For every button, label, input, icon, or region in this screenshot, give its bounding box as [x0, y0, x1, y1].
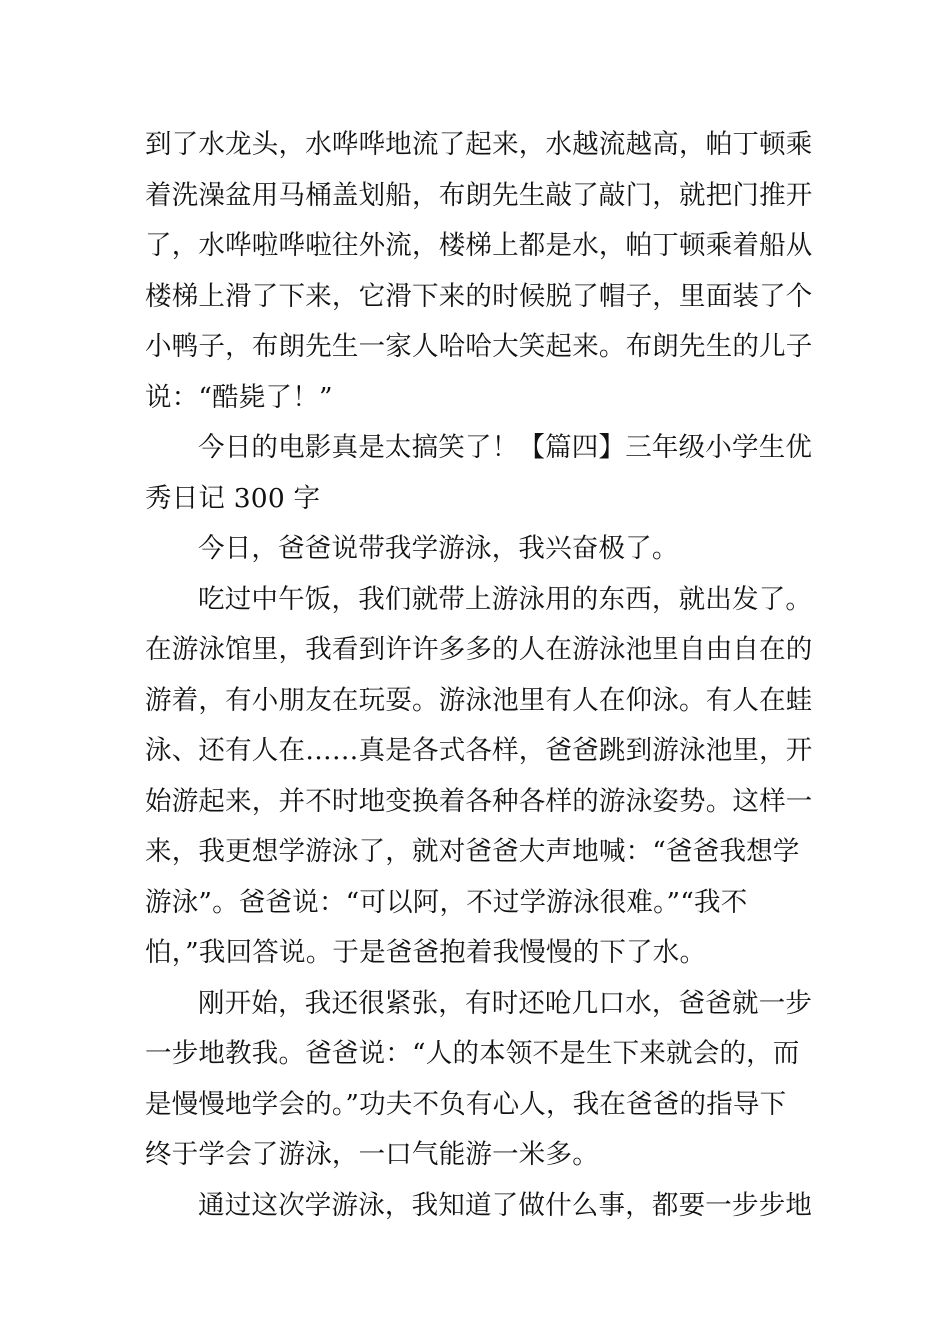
paragraph-start-line: 刚开始，我还很紧张，有时还呛几口水，爸爸就一步: [198, 987, 813, 1019]
text-line: 来，我更想学游泳了，就对爸爸大声地喊：“爸爸我想学: [145, 836, 800, 867]
text-line: 到了水龙头，水哗哗地流了起来，水越流越高，帕丁顿乘: [145, 129, 813, 160]
text-line: 是慢慢地学会的。”功夫不负有心人，我在爸爸的指导下: [145, 1088, 787, 1120]
body-text: [145, 120, 813, 1231]
text-line: 终于学会了游泳，一口气能游一米多。: [145, 1139, 599, 1170]
paragraph-start-line: 今日的电影真是太搞笑了！【篇四】三年级小学生优: [198, 432, 813, 463]
text-line: 说：“酷毙了！”: [145, 381, 333, 413]
paragraph-start-line: 吃过中午饭，我们就带上游泳用的东西，就出发了。: [198, 583, 813, 615]
text-line: 着洗澡盆用马桶盖划船，布朗先生敲了敲门，就把门推开: [145, 179, 813, 211]
text-line: 怕，”我回答说。于是爸爸抱着我慢慢的下了水。: [145, 937, 707, 968]
text-line: 楼梯上滑了下来，它滑下来的时候脱了帽子，里面装了个: [145, 280, 813, 312]
text-line: 小鸭子，布朗先生一家人哈哈大笑起来。布朗先生的儿子: [145, 331, 813, 362]
text-line: 始游起来，并不时地变换着各种各样的游泳姿势。这样一: [145, 785, 813, 817]
paragraph-start-line: 通过这次学游泳，我知道了做什么事，都要一步步地: [198, 1189, 813, 1221]
text-line: 了，水哗啦哗啦往外流，楼梯上都是水，帕丁顿乘着船从: [145, 230, 813, 261]
text-line: 秀日记 300 字: [145, 482, 321, 514]
text-line: 游泳”。爸爸说：“可以阿，不过学游泳很难。”“我不: [145, 886, 748, 918]
text-line: 在游泳馆里，我看到许许多多的人在游泳池里自由自在的: [145, 634, 813, 665]
text-line: 一步地教我。爸爸说：“人的本领不是生下来就会的，而: [145, 1038, 800, 1069]
text-line: 泳、还有人在……真是各式各样，爸爸跳到游泳池里，开: [145, 735, 813, 766]
paragraph-start-line: 今日，爸爸说带我学游泳，我兴奋极了。: [198, 533, 679, 564]
text-line: 游着，有小朋友在玩耍。游泳池里有人在仰泳。有人在蛙: [145, 684, 813, 716]
